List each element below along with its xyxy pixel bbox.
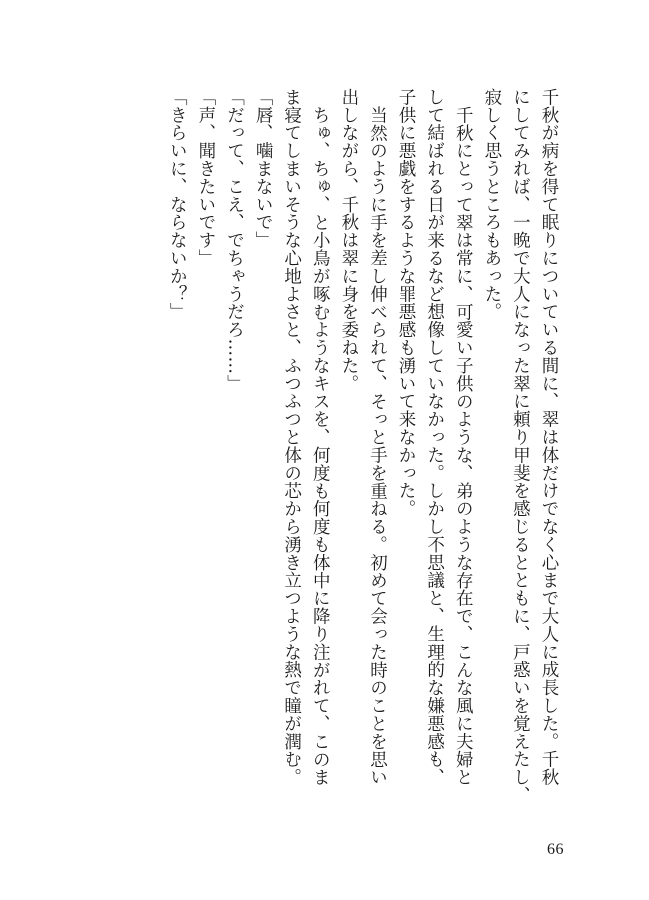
dialogue-line: 「声、聞きたいです」 — [195, 88, 216, 267]
page-number: 66 — [547, 841, 564, 858]
dialogue-line: 「だって、こえ、でちゃうだろ……」 — [224, 88, 245, 393]
text-line: ちゅ、ちゅ、と小鳥が啄むようなキスを、何度も何度も体中に降り注がれて、このま — [310, 105, 331, 786]
dialogue-line: 「唇、噛まないで」 — [253, 88, 274, 250]
text-line: 千秋にとって翠は常に、可愛い子供のような、弟のような存在で、こんな風に夫婦と — [453, 105, 474, 786]
text-line: 子供に悪戯をするような罪悪感も湧いて来なかった。 — [396, 88, 417, 518]
vertical-text-block — [163, 88, 563, 828]
text-line: して結ばれる日が来るなど想像していなかった。しかし不思議と、生理的な嫌悪感も、 — [424, 88, 445, 787]
text-line: ま寝てしまいそうな心地よさと、ふつふつと体の芯から湧き立つような熱で瞳が潤む。 — [281, 88, 302, 787]
text-line: 寂しく思うところもあった。 — [481, 88, 502, 321]
text-line: 千秋が病を得て眠りについている間に、翠は体だけでなく心まで大人に成長した。千秋 — [539, 88, 559, 787]
text-line: 出しながら、千秋は翠に身を委ねた。 — [338, 88, 359, 393]
text-line: 当然のように手を差し伸べられて、そっと手を重ねる。初めて会った時のことを思い — [367, 105, 388, 786]
dialogue-line: 「きらいに、ならないか？」 — [167, 88, 188, 321]
text-line: にしてみれば、一晩で大人になった翠に頼り甲斐を感じるとともに、戸惑いを覚えたし、 — [510, 88, 531, 804]
